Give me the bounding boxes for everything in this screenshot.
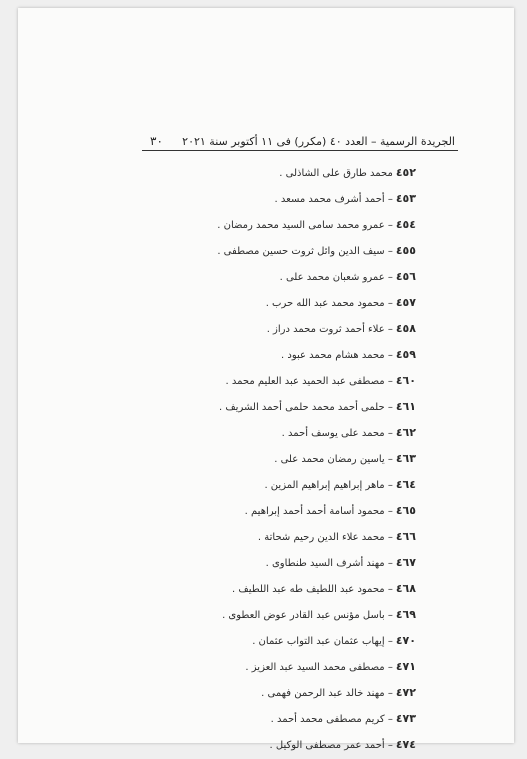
item-name: – محمد على يوسف أحمد . — [281, 428, 393, 439]
item-name: – محمود عبد اللطيف طه عبد اللطيف . — [231, 584, 393, 595]
item-name: – محمد علاء الدين رحيم شحاتة . — [257, 532, 393, 543]
list-item — [217, 654, 416, 680]
item-name: – محمد هشام محمد عبود . — [281, 350, 393, 361]
names-list — [217, 160, 416, 758]
list-item — [217, 264, 416, 290]
list-item — [217, 316, 416, 342]
list-item — [217, 368, 416, 394]
document-page — [18, 8, 514, 751]
list-item — [217, 186, 416, 212]
item-number: ٤٧٣ — [395, 712, 416, 725]
item-number: ٤٦٥ — [395, 504, 416, 517]
item-number: ٤٦٠ — [395, 374, 416, 387]
item-number: ٤٦٢ — [395, 426, 416, 439]
item-number: ٤٥٥ — [395, 244, 416, 257]
list-item — [217, 394, 416, 420]
list-item — [217, 732, 416, 758]
list-item — [217, 238, 416, 264]
list-item — [217, 446, 416, 472]
item-number: ٤٦٦ — [395, 530, 416, 543]
list-item — [217, 550, 416, 576]
item-name: – أحمد عمر مصطفى الوكيل . — [269, 740, 393, 751]
item-number: ٤٥٢ — [395, 166, 416, 179]
item-name: – ماهر إبراهيم إبراهيم المزين . — [264, 480, 393, 491]
item-name: – أحمد أشرف محمد مسعد . — [274, 194, 393, 205]
item-number: ٤٥٨ — [395, 322, 416, 335]
item-name: – مصطفى عبد الحميد عبد العليم محمد . — [225, 376, 393, 387]
list-item — [217, 160, 416, 186]
item-number: ٤٧١ — [395, 660, 416, 673]
list-item — [217, 420, 416, 446]
item-name: محمد طارق على الشاذلى . — [279, 168, 393, 179]
item-name: – مهند خالد عبد الرحمن فهمى . — [261, 688, 393, 699]
item-name: – كريم مصطفى محمد أحمد . — [270, 714, 393, 725]
item-number: ٤٦٣ — [395, 452, 416, 465]
item-name: – ياسين رمضان محمد على . — [274, 454, 393, 465]
item-number: ٤٥٤ — [395, 218, 416, 231]
list-item — [217, 576, 416, 602]
page-number: ٣٠ — [150, 134, 163, 148]
item-name: – محمود أسامة أحمد أحمد إبراهيم . — [244, 506, 393, 517]
item-name: – مهند أشرف السيد طنطاوى . — [265, 558, 393, 569]
item-name: – إيهاب عثمان عبد التواب عثمان . — [252, 636, 393, 647]
item-name: – حلمى أحمد محمد حلمى أحمد الشريف . — [218, 402, 393, 413]
item-name: – سيف الدين وائل ثروت حسين مصطفى . — [217, 246, 393, 257]
item-number: ٤٦١ — [395, 400, 416, 413]
page-header — [150, 134, 455, 148]
list-item — [217, 680, 416, 706]
list-item — [217, 342, 416, 368]
gazette-title: الجريدة الرسمية – العدد ٤٠ (مكرر) فى ١١ أكتوبر سنة ٢٠٢١ — [182, 135, 455, 148]
item-number: ٤٧٢ — [395, 686, 416, 699]
item-number: ٤٥٩ — [395, 348, 416, 361]
item-name: – علاء أحمد ثروت محمد دراز . — [266, 324, 393, 335]
list-item — [217, 290, 416, 316]
item-name: – باسل مؤنس عبد القادر عوض العطوى . — [222, 610, 393, 621]
item-name: – عمرو محمد سامى السيد محمد رمضان . — [217, 220, 393, 231]
list-item — [217, 524, 416, 550]
item-name: – محمود محمد عبد الله حرب . — [265, 298, 393, 309]
item-number: ٤٦٤ — [395, 478, 416, 491]
list-item — [217, 602, 416, 628]
item-number: ٤٧٤ — [395, 738, 416, 751]
list-item — [217, 706, 416, 732]
list-item — [217, 472, 416, 498]
item-number: ٤٥٣ — [395, 192, 416, 205]
item-name: – مصطفى محمد السيد عبد العزيز . — [245, 662, 393, 673]
list-item — [217, 498, 416, 524]
list-item — [217, 212, 416, 238]
item-number: ٤٦٧ — [395, 556, 416, 569]
item-number: ٤٥٦ — [395, 270, 416, 283]
item-number: ٤٧٠ — [395, 634, 416, 647]
item-number: ٤٦٩ — [395, 608, 416, 621]
item-name: – عمرو شعبان محمد على . — [279, 272, 393, 283]
list-item — [217, 628, 416, 654]
item-number: ٤٦٨ — [395, 582, 416, 595]
item-number: ٤٥٧ — [395, 296, 416, 309]
header-divider — [142, 150, 458, 151]
